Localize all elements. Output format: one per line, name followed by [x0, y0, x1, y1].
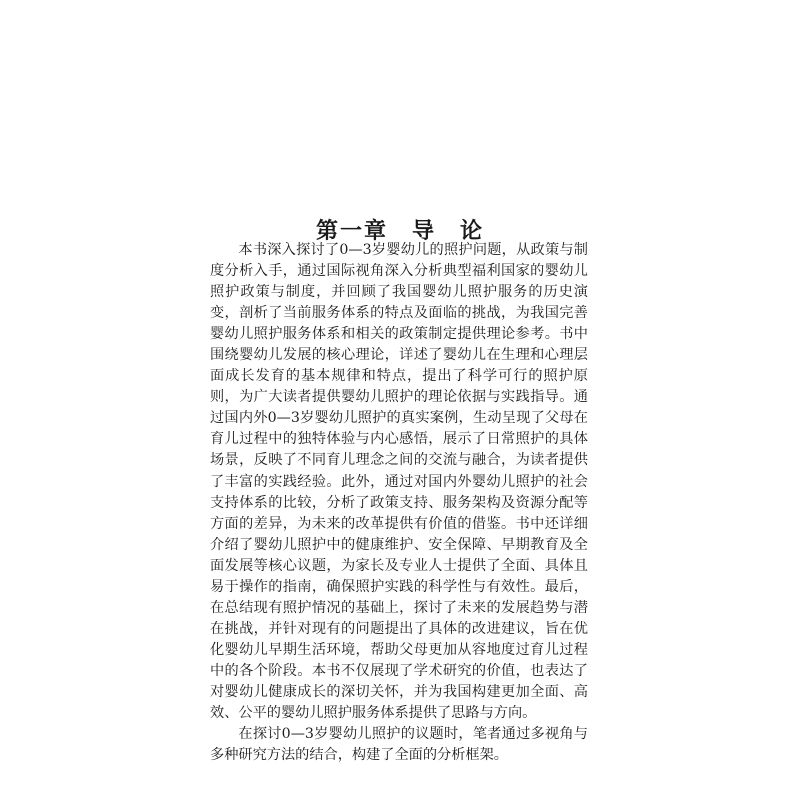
- body-text: [210, 240, 588, 766]
- paragraph: 在探讨0—3岁婴幼儿照护的议题时，笔者通过多视角与多种研究方法的结合，构建了全面的分析框架。: [210, 726, 588, 764]
- chapter-title: 第一章 导 论: [315, 217, 484, 244]
- paragraph: 本书深入探讨了0—3岁婴幼儿的照护问题，从政策与制度分析入手，通过国际视角深入分析典型福利国家的婴幼儿照护政策与制度，并回顾了我国婴幼儿照护服务的历史演变，剖析了当前服务体系的特点及面临的挑战，为我国完善婴幼儿照护服务体系和相关的政策制定提供理论参考。书中围绕婴幼儿发展的核心理论，详述了婴幼儿在生理和心理层面成长发育的基本规律和特点，提出了科学可行的照护原则，为广大读者提供婴幼儿照护的理论依据与实践指导。通过国内外0—3岁婴幼儿照护的真实案例，生动呈现了父母在育儿过程中的独特体验与内心感悟，展示了日常照护的具体场景，反映了不同育儿理念之间的交流与融合，为读者提供了丰富的实践经验。此外，通过对国内外婴幼儿照护的社会支持体系的比较，分析了政策支持、服务架构及资源分配等方面的差异，为未来的改革提供有价值的借鉴。书中还详细介绍了婴幼儿照护中的健康维护、安全保障、早期教育及全面发展等核心议题，为家长及专业人士提供了全面、具体且易于操作的指南，确保照护实践的科学性与有效性。最后，在总结现有照护情况的基础上，探讨了未来的发展趋势与潜在挑战，并针对现有的问题提出了具体的改进建议，旨在优化婴幼儿早期生活环境，帮助父母更加从容地度过育儿过程中的各个阶段。本书不仅展现了学术研究的价值，也表达了对婴幼儿健康成长的深切关怀，并为我国构建更加全面、高效、公平的婴幼儿照护服务体系提供了思路与方向。: [210, 242, 588, 722]
